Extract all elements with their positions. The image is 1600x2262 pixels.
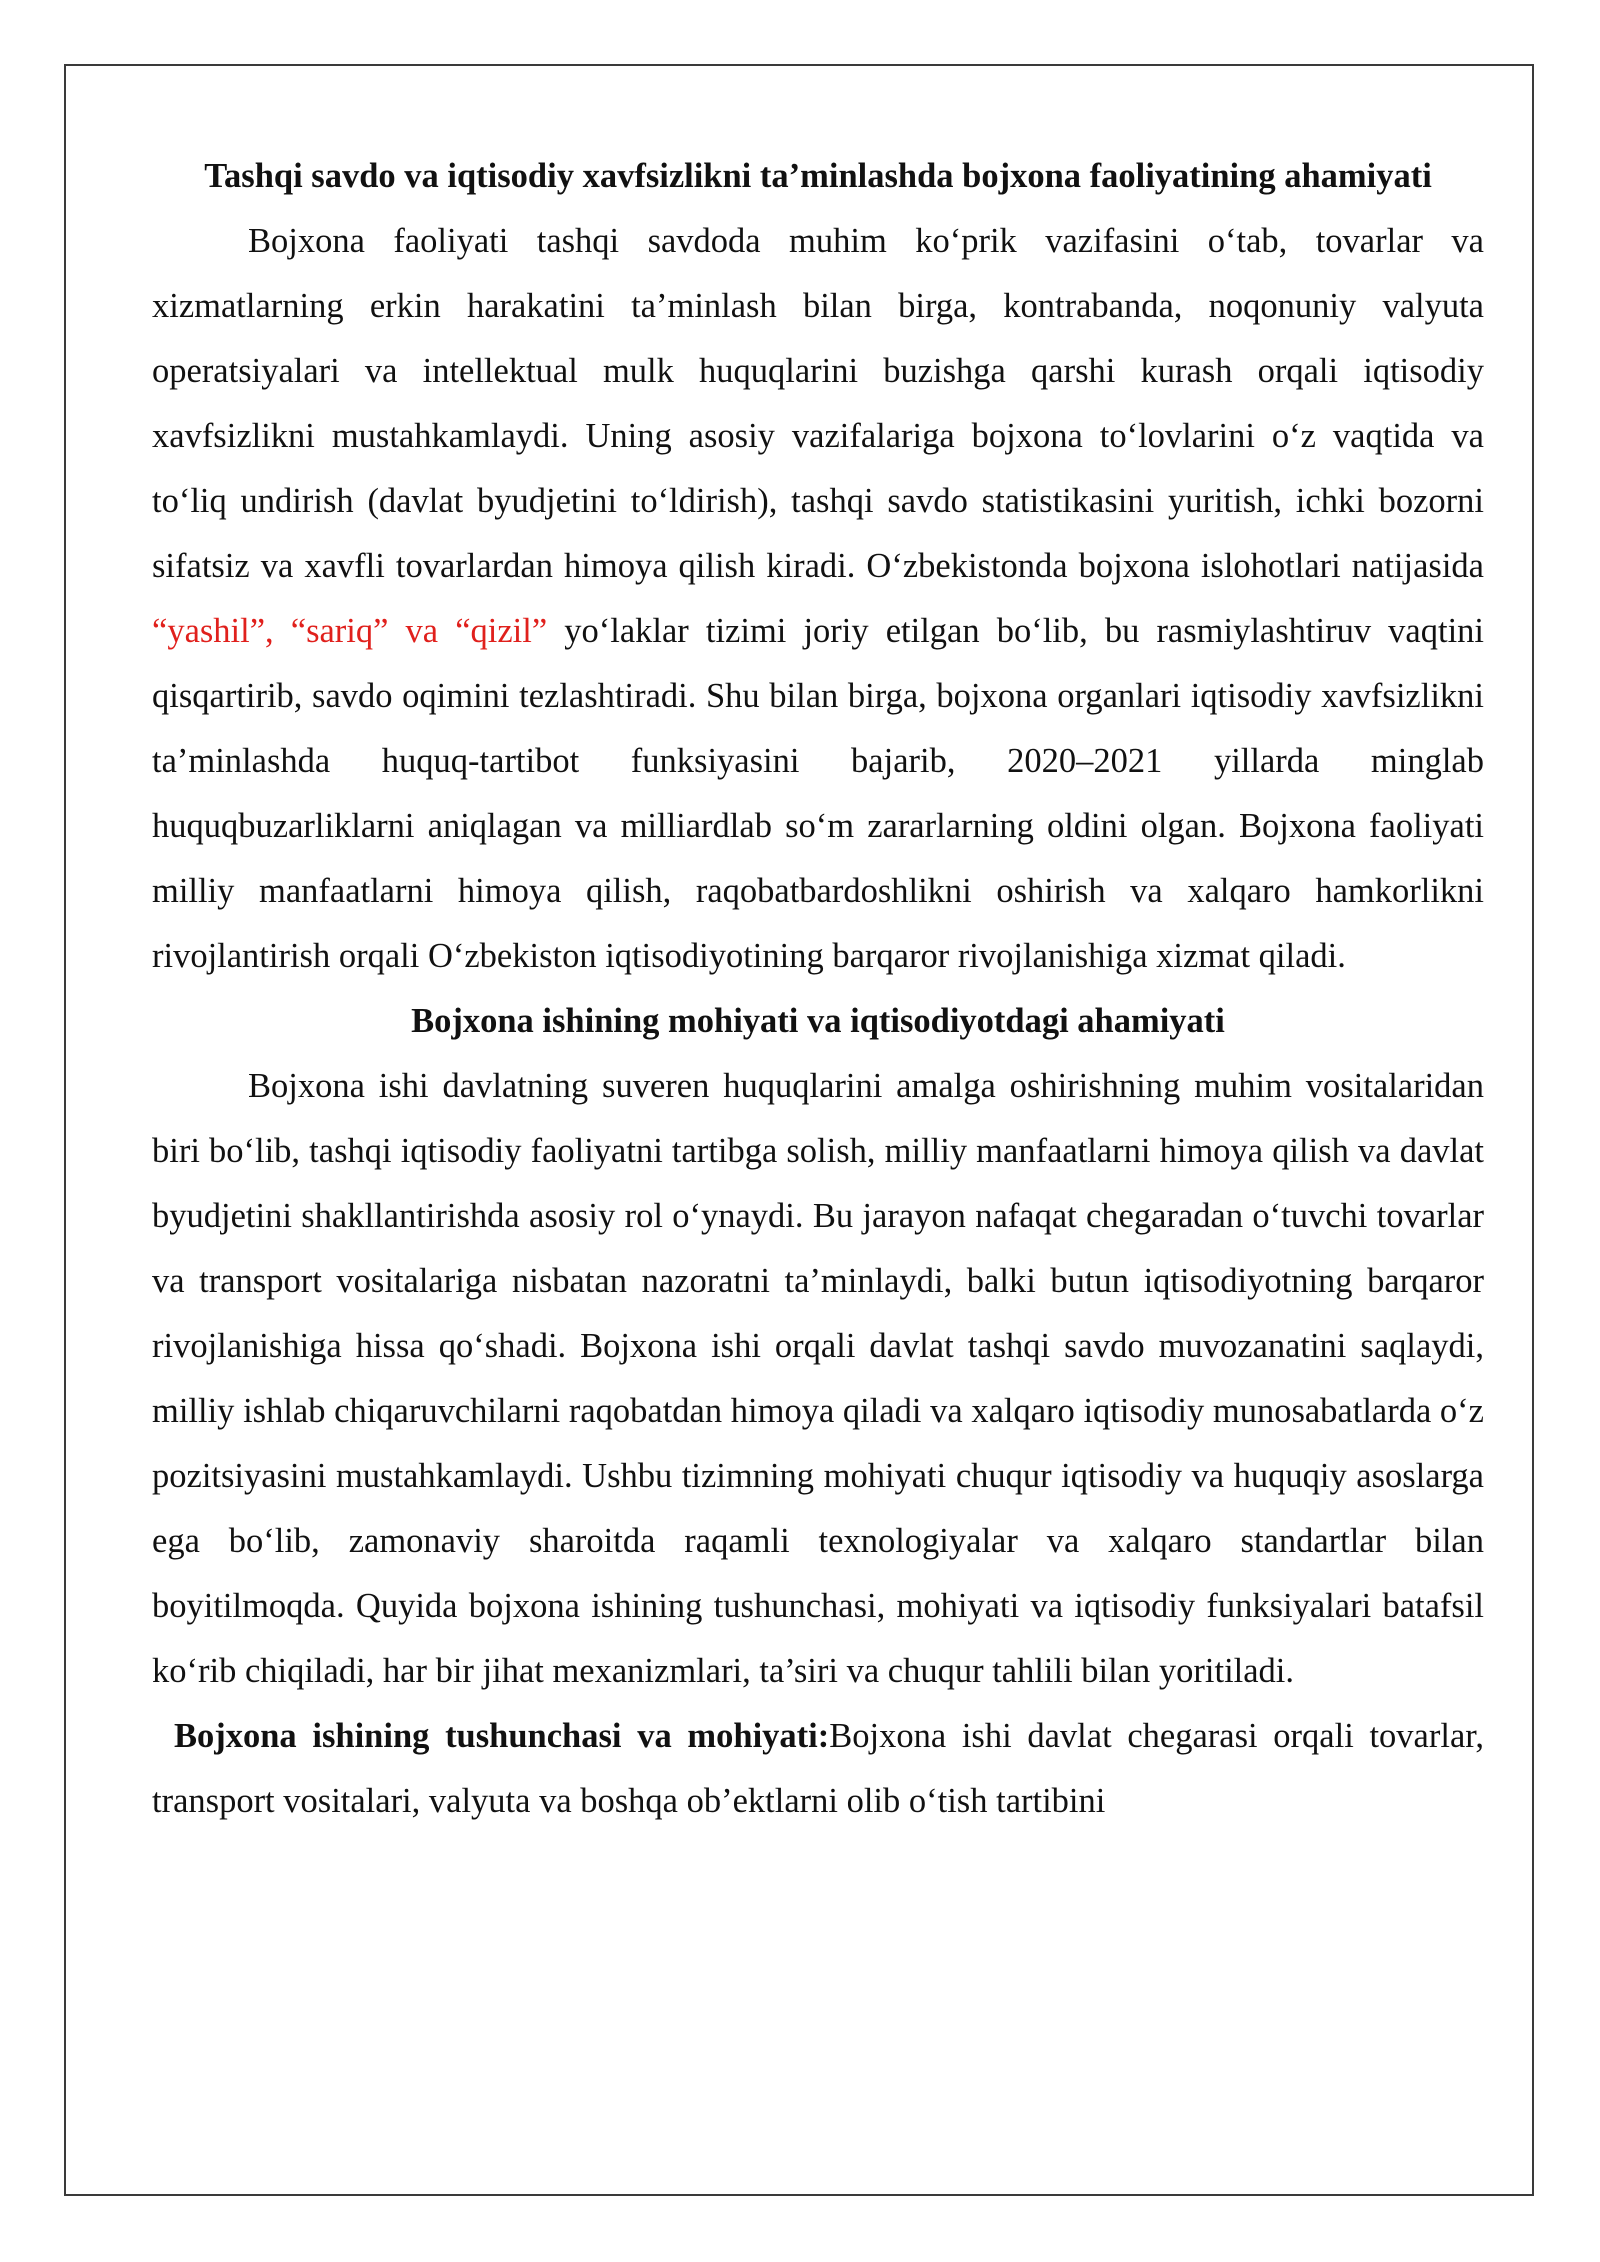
paragraph-intro [152, 209, 1484, 989]
paragraph-concept-text: Bojxona ishi davlat chegarasi orqali tovarlar, transport vositalari, valyuta va boshqa ob’ektlarni olib o‘tish tartibini [152, 1717, 1484, 1820]
paragraph-concept-lead: Bojxona ishining tushunchasi va mohiyati: [174, 1717, 830, 1755]
document-title: Tashqi savdo va iqtisodiy xavfsizlikni ta’minlashda bojxona faoliyatining ahamiyati [204, 157, 1432, 195]
document-body [152, 144, 1484, 1834]
section-heading: Bojxona ishining mohiyati va iqtisodiyotdagi ahamiyati [411, 1002, 1225, 1040]
paragraph-intro-text-1: Bojxona faoliyati tashqi savdoda muhim ko‘prik vazifasini o‘tab, tovarlar va xizmatlarning erkin harakatini ta’minlash bilan birga, kontrabanda, noqonuniy valyuta operatsiyalari va intellektual mulk huquqlarini buzishga qarshi kurash orqali iqtisodiy xavfsizlikni mustahkamlaydi. Uning asosiy vazifalariga bojxona to‘lovlarini o‘z vaqtida va to‘liq undirish (davlat byudjetini to‘ldirish), tashqi savdo statistikasini yuritish, ichki bozorni sifatsiz va xavfli tovarlardan himoya qilish kiradi. O‘zbekistonda bojxona islohotlari natijasida [152, 222, 1484, 585]
paragraph-intro-text-2: yo‘laklar tizimi joriy etilgan bo‘lib, bu rasmiylashtiruv vaqtini qisqartirib, savdo oqimini tezlashtiradi. Shu bilan birga, bojxona organlari iqtisodiy xavfsizlikni ta’minlashda huquq-tartibot funksiyasini bajarib, 2020–2021 yillarda minglab huquqbuzarliklarni aniqlagan va milliardlab so‘m zararlarning oldini olgan. Bojxona faoliyati milliy manfaatlarni himoya qilish, raqobatbardoshlikni oshirish va xalqaro hamkorlikni rivojlantirish orqali O‘zbekiston iqtisodiyotining barqaror rivojlanishiga xizmat qiladi. [152, 612, 1484, 975]
paragraph-concept [152, 1704, 1484, 1834]
paragraph-essence: Bojxona ishi davlatning suveren huquqlarini amalga oshirishning muhim vositalaridan biri bo‘lib, tashqi iqtisodiy faoliyatni tartibga solish, milliy manfaatlarni himoya qilish va davlat byudjetini shakllantirishda asosiy rol o‘ynaydi. Bu jarayon nafaqat chegaradan o‘tuvchi tovarlar va transport vositalariga nisbatan nazoratni ta’minlaydi, balki butun iqtisodiyotning barqaror rivojlanishiga hissa qo‘shadi. Bojxona ishi orqali davlat tashqi savdo muvozanatini saqlaydi, milliy ishlab chiqaruvchilarni raqobatdan himoya qiladi va xalqaro iqtisodiy munosabatlarda o‘z pozitsiyasini mustahkamlaydi. Ushbu tizimning mohiyati chuqur iqtisodiy va huquqiy asoslarga ega bo‘lib, zamonaviy sharoitda raqamli texnologiyalar va xalqaro standartlar bilan boyitilmoqda. Quyida bojxona ishining tushunchasi, mohiyati va iqtisodiy funksiyalari batafsil ko‘rib chiqiladi, har bir jihat mexanizmlari, ta’siri va chuqur tahlili bilan yoritiladi. [152, 1067, 1484, 1690]
lane-colors-highlight: “yashil”, “sariq” va “qizil” [152, 612, 548, 650]
